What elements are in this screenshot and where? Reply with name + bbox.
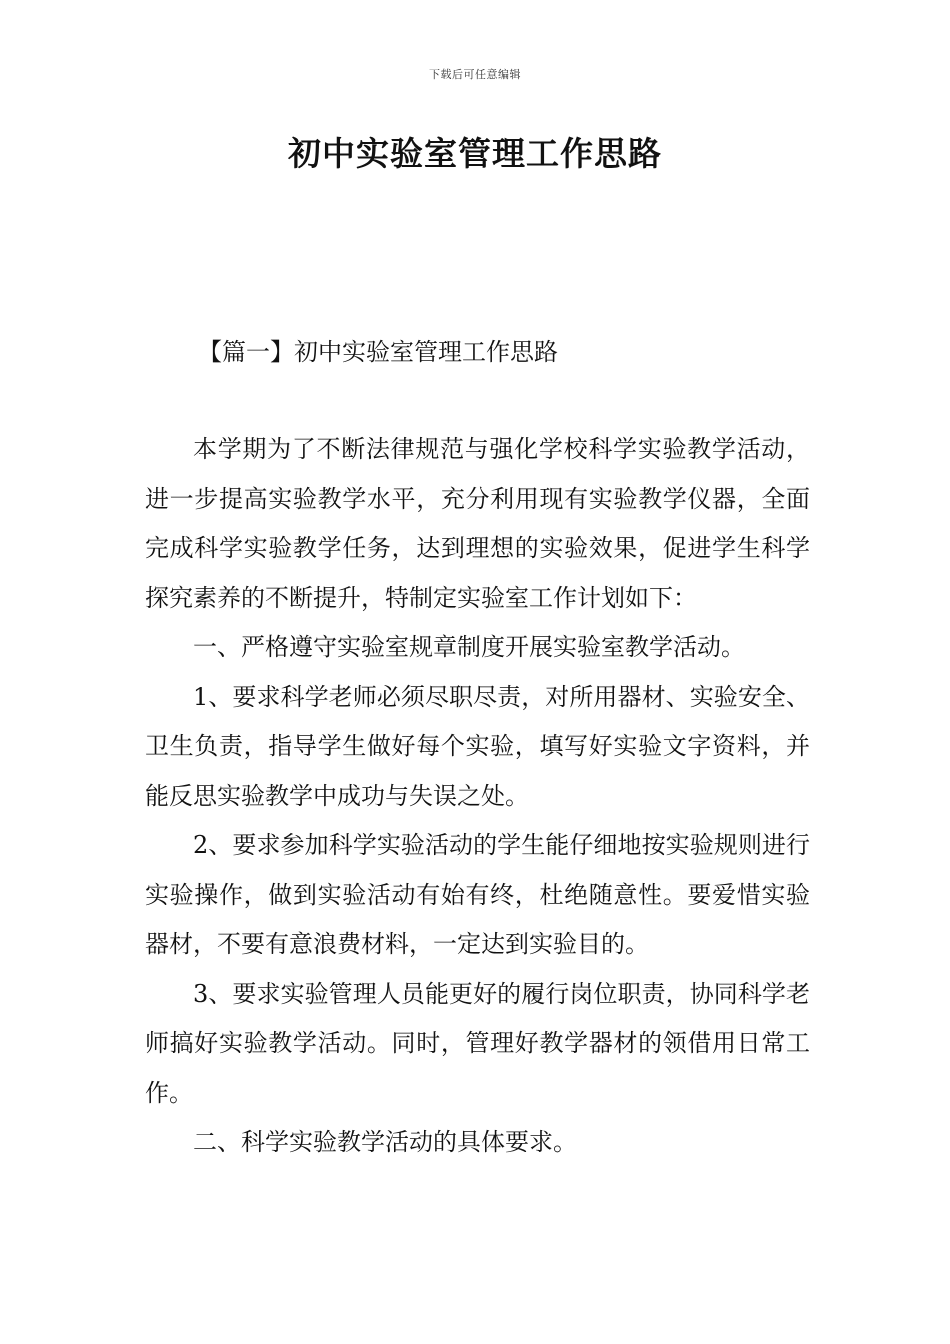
paragraph-item-3: 3、要求实验管理人员能更好的履行岗位职责，协同科学老师搞好实验教学活动。同时，管理好教学器材的领借用日常工作。 <box>145 979 810 1107</box>
document-title: 初中实验室管理工作思路 <box>288 134 662 173</box>
paragraph-item-1: 1、要求科学老师必须尽职尽责，对所用器材、实验安全、卫生负责，指导学生做好每个实验，填写好实验文字资料，并能反思实验教学中成功与失误之处。 <box>145 682 810 810</box>
header-note: 下载后可任意编辑 <box>429 68 521 81</box>
paragraph-item-2: 2、要求参加科学实验活动的学生能仔细地按实验规则进行实验操作，做到实验活动有始有终，杜绝随意性。要爱惜实验器材，不要有意浪费材料，一定达到实验目的。 <box>145 831 810 958</box>
section-heading: 【篇一】初中实验室管理工作思路 <box>198 338 558 366</box>
paragraph-intro: 本学期为了不断法律规范与强化学校科学实验教学活动，进一步提高实验教学水平，充分利用现有实验教学仪器，全面完成科学实验教学任务，达到理想的实验效果，促进学生科学探究素养的不断提升，特制定实验室工作计划如下： <box>145 435 810 612</box>
paragraph-section-two-heading: 二、科学实验教学活动的具体要求。 <box>193 1128 577 1156</box>
document-body <box>145 425 810 1168</box>
paragraph-section-one-heading: 一、严格遵守实验室规章制度开展实验室教学活动。 <box>193 633 745 661</box>
